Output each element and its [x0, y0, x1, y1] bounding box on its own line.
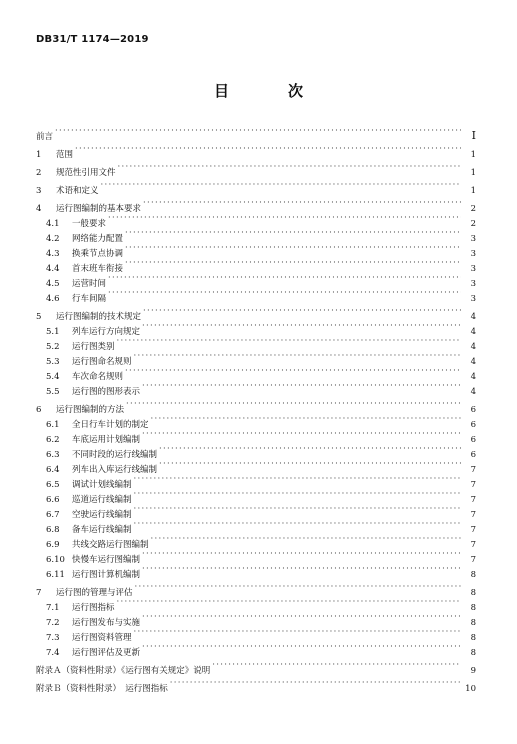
toc-entry-page: 4: [470, 342, 476, 352]
toc-entry-label: 列车运行方向规定: [72, 327, 141, 337]
toc-entry-label: 附录Ｂ（资料性附录） 运行图指标: [36, 684, 168, 694]
toc-dot-leader: [170, 676, 461, 691]
toc-entry-page: 7: [470, 465, 476, 475]
toc-dot-leader: [108, 271, 461, 286]
toc-entry-page: 8: [470, 588, 476, 598]
toc-entry-number: 6.6: [46, 495, 60, 505]
toc-entry-page: 6: [470, 435, 476, 445]
toc-entry-number: 7.1: [46, 603, 60, 613]
toc-entry-label: 空驶运行线编制: [72, 510, 132, 520]
toc-entry-number: 4.6: [46, 294, 60, 304]
toc-entry-number: 2: [36, 168, 42, 178]
toc-entry-page: 4: [470, 327, 476, 337]
toc-entry-label: 运营时间: [72, 279, 107, 289]
toc-entry-label: 运行图发布与实施: [72, 618, 141, 628]
toc-dot-leader: [117, 334, 461, 349]
toc-entry-page: 7: [470, 510, 476, 520]
toc-entry-label: 前言: [36, 132, 54, 142]
toc-dot-leader: [159, 442, 461, 457]
toc-dot-leader: [151, 532, 461, 547]
toc-entry-number: 6.8: [46, 525, 60, 535]
toc-dot-leader: [142, 319, 461, 334]
toc-dot-leader: [134, 349, 461, 364]
toc-entry[interactable]: [36, 142, 476, 160]
toc-entry-page: 3: [470, 294, 476, 304]
table-of-contents: [36, 124, 476, 694]
toc-entry-number: 5.1: [46, 327, 60, 337]
toc-entry-number: 7: [36, 588, 42, 598]
toc-entry-number: 4.3: [46, 249, 60, 259]
toc-entry-page: 1: [470, 150, 476, 160]
page-title: 目 次: [213, 82, 325, 100]
toc-entry-page: Ⅰ: [471, 129, 476, 142]
toc-entry-number: 6.4: [46, 465, 60, 475]
toc-entry-page: 7: [470, 525, 476, 535]
toc-entry-page: 2: [470, 204, 476, 214]
toc-entry-label: 运行图编制的方法: [56, 405, 125, 415]
toc-entry-page: 6: [470, 420, 476, 430]
toc-entry-label: 范围: [56, 150, 74, 160]
toc-entry-label: 快慢车运行图编制: [72, 555, 141, 565]
toc-entry-number: 5.5: [46, 387, 60, 397]
toc-entry-page: 8: [470, 648, 476, 658]
toc-entry-page: 4: [470, 357, 476, 367]
toc-dot-leader: [159, 457, 461, 472]
document-number: DB31/T 1174—2019: [36, 34, 149, 45]
toc-entry-number: 5: [36, 312, 42, 322]
toc-entry-number: 1: [36, 150, 42, 160]
toc-dot-leader: [108, 211, 461, 226]
toc-entry-page: 3: [470, 279, 476, 289]
toc-entry-label: 一般要求: [72, 219, 107, 229]
toc-entry-label: 不同时段的运行线编制: [72, 450, 158, 460]
toc-entry-page: 10: [465, 684, 476, 694]
toc-dot-leader: [142, 640, 461, 655]
toc-entry-number: 4: [36, 204, 42, 214]
toc-entry-label: 运行图的图形表示: [72, 387, 141, 397]
toc-dot-leader: [142, 427, 461, 442]
toc-entry-page: 3: [470, 234, 476, 244]
toc-dot-leader: [55, 124, 461, 139]
toc-entry-label: 运行图指标: [72, 603, 115, 613]
toc-dot-leader: [118, 160, 461, 175]
toc-entry-page: 4: [470, 387, 476, 397]
toc-dot-leader: [125, 364, 461, 379]
toc-entry-label: 运行图编制的技术规定: [56, 312, 142, 322]
toc-entry-number: 6.5: [46, 480, 60, 490]
toc-dot-leader: [134, 472, 461, 487]
toc-entry[interactable]: [36, 178, 476, 196]
toc-entry-page: 1: [470, 186, 476, 196]
toc-entry-label: 车次命名规则: [72, 372, 124, 382]
toc-dot-leader: [142, 547, 461, 562]
toc-entry-number: 6.11: [46, 570, 65, 580]
toc-entry-label: 换乘节点协调: [72, 249, 124, 259]
toc-entry-label: 附录Ａ（资料性附录）《运行图有关规定》说明: [36, 666, 211, 676]
toc-entry-number: 6.2: [46, 435, 60, 445]
toc-entry[interactable]: [36, 124, 476, 142]
toc-entry-label: 规范性引用文件: [56, 168, 116, 178]
toc-dot-leader: [151, 412, 461, 427]
toc-dot-leader: [117, 595, 461, 610]
toc-entry-label: 行车间隔: [72, 294, 107, 304]
toc-entry-page: 8: [470, 570, 476, 580]
toc-entry-page: 6: [470, 405, 476, 415]
toc-dot-leader: [142, 379, 461, 394]
toc-entry-label: 运行图命名规则: [72, 357, 132, 367]
toc-entry-number: 3: [36, 186, 42, 196]
toc-entry-number: 6.1: [46, 420, 60, 430]
toc-dot-leader: [134, 517, 461, 532]
toc-entry-number: 5.4: [46, 372, 60, 382]
toc-entry-page: 7: [470, 540, 476, 550]
toc-entry-page: 7: [470, 495, 476, 505]
toc-entry-label: 全日行车计划的制定: [72, 420, 149, 430]
toc-dot-leader: [125, 226, 461, 241]
toc-dot-leader: [134, 487, 461, 502]
toc-entry-label: 术语和定义: [56, 186, 99, 196]
toc-entry-label: 网络能力配置: [72, 234, 124, 244]
toc-entry-number: 6: [36, 405, 42, 415]
toc-entry-page: 7: [470, 555, 476, 565]
toc-entry-number: 5.3: [46, 357, 60, 367]
toc-dot-leader: [143, 304, 461, 319]
toc-entry-number: 6.7: [46, 510, 60, 520]
toc-dot-leader: [134, 625, 461, 640]
toc-dot-leader: [142, 610, 461, 625]
toc-entry-number: 5.2: [46, 342, 60, 352]
toc-entry-page: 3: [470, 264, 476, 274]
toc-dot-leader: [143, 196, 461, 211]
toc-entry-page: 4: [470, 372, 476, 382]
toc-dot-leader: [135, 580, 461, 595]
toc-entry-number: 7.3: [46, 633, 60, 643]
toc-entry[interactable]: [36, 196, 476, 214]
toc-entry-number: 4.2: [46, 234, 60, 244]
toc-dot-leader: [134, 502, 461, 517]
toc-entry-label: 调试计划线编制: [72, 480, 132, 490]
toc-dot-leader: [212, 658, 461, 673]
toc-dot-leader: [126, 397, 461, 412]
toc-dot-leader: [125, 241, 461, 256]
toc-entry-page: 8: [470, 603, 476, 613]
toc-entry-label: 运行图编制的基本要求: [56, 204, 142, 214]
toc-entry-label: 车底运用计划编制: [72, 435, 141, 445]
toc-entry-label: 运行图资料管理: [72, 633, 132, 643]
toc-entry[interactable]: [36, 160, 476, 178]
toc-entry-label: 备车运行线编制: [72, 525, 132, 535]
toc-entry-page: 6: [470, 450, 476, 460]
toc-entry-number: 7.2: [46, 618, 60, 628]
toc-entry-number: 4.1: [46, 219, 60, 229]
toc-dot-leader: [75, 142, 461, 157]
toc-dot-leader: [142, 562, 461, 577]
toc-entry-label: 巡道运行线编制: [72, 495, 132, 505]
toc-entry-page: 4: [470, 312, 476, 322]
toc-entry-number: 6.10: [46, 555, 65, 565]
toc-entry-label: 首末班车衔接: [72, 264, 124, 274]
toc-entry-label: 运行图计算机编制: [72, 570, 141, 580]
toc-dot-leader: [101, 178, 461, 193]
toc-entry-number: 4.5: [46, 279, 60, 289]
toc-entry-label: 运行图类别: [72, 342, 115, 352]
toc-entry-label: 共线交路运行图编制: [72, 540, 149, 550]
toc-entry-label: 运行图评估及更新: [72, 648, 141, 658]
toc-entry-number: 7.4: [46, 648, 60, 658]
toc-entry-page: 7: [470, 480, 476, 490]
toc-entry-number: 4.4: [46, 264, 60, 274]
toc-entry-number: 6.3: [46, 450, 60, 460]
toc-dot-leader: [108, 286, 461, 301]
toc-entry-page: 8: [470, 633, 476, 643]
toc-entry-page: 1: [470, 168, 476, 178]
toc-entry-page: 8: [470, 618, 476, 628]
toc-entry-page: 9: [470, 666, 476, 676]
toc-entry-label: 列车出入库运行线编制: [72, 465, 158, 475]
toc-entry-number: 6.9: [46, 540, 60, 550]
toc-entry-page: 2: [470, 219, 476, 229]
toc-dot-leader: [125, 256, 461, 271]
toc-entry-page: 3: [470, 249, 476, 259]
toc-entry-label: 运行图的管理与评估: [56, 588, 133, 598]
